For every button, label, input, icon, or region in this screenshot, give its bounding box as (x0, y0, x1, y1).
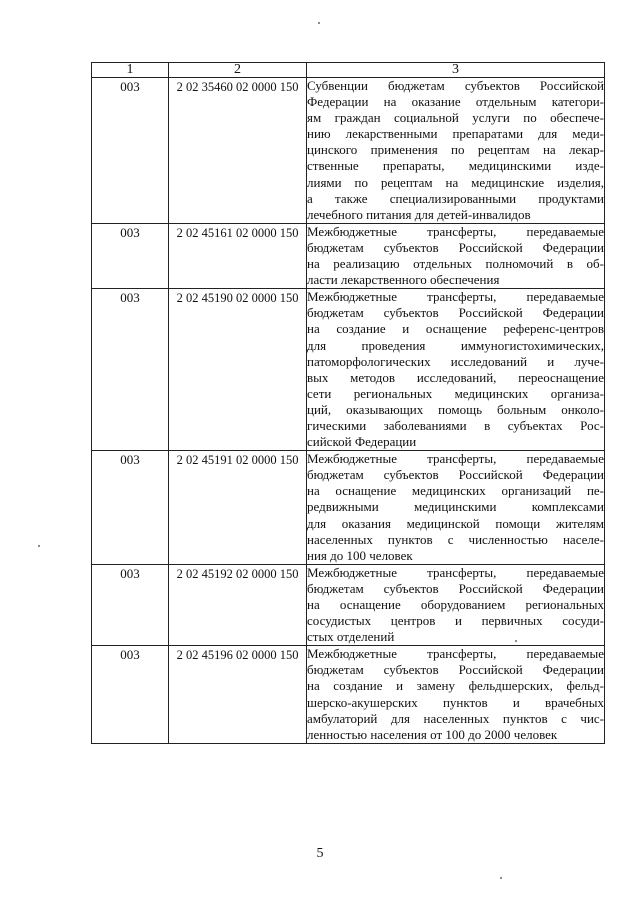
description-cell (307, 451, 605, 565)
description-line: а также специализированными продуктами (307, 190, 604, 206)
description-line: бюджетам субъектов Российской Федерации (307, 580, 604, 596)
budget-code-cell: 2 02 45196 02 0000 150 (169, 646, 307, 744)
description-line: амбулаторий для населенных пунктов с чис- (307, 710, 604, 726)
column-header-2: 2 (169, 63, 307, 78)
description-line: ленностью населения от 100 до 2000 человек (307, 726, 558, 742)
description-cell (307, 646, 605, 744)
table-row (92, 451, 605, 565)
description-line: бюджетам субъектов Российской Федерации (307, 305, 604, 321)
description-line: сийской Федерации (307, 434, 417, 450)
table-row (92, 78, 605, 224)
budget-code-cell: 2 02 45191 02 0000 150 (169, 451, 307, 565)
table-row (92, 223, 605, 288)
description-line: бюджетам субъектов Российской Федерации (307, 662, 604, 678)
admin-code-cell: 003 (92, 223, 169, 288)
description-line: Межбюджетные трансферты, передаваемые (307, 223, 604, 239)
table-row (92, 646, 605, 744)
description-line: ния до 100 человек (307, 547, 413, 563)
description-line: для проведения иммуногистохимических, (307, 337, 604, 353)
description-line: на создание и оснащение референс-центров (307, 321, 604, 337)
admin-code-cell: 003 (92, 646, 169, 744)
description-line: сети региональных медицинских организа- (307, 385, 604, 401)
description-line: патоморфологических исследований и луче- (307, 353, 604, 369)
budget-code-cell: 2 02 45192 02 0000 150 (169, 564, 307, 645)
description-line: Субвенции бюджетам субъектов Российской (307, 78, 604, 93)
description-line: лиями по рецептам на медицинские изделия, (307, 174, 604, 190)
description-line: ласти лекарственного обеспечения (307, 272, 500, 288)
description-line: бюджетам субъектов Российской Федерации (307, 239, 604, 255)
description-line: шерско-акушерских пунктов и врачебных (307, 694, 604, 710)
description-line: на оснащение медицинских организаций пе- (307, 483, 604, 499)
scan-speck (500, 877, 502, 879)
column-header-3: 3 (307, 63, 605, 78)
admin-code-cell: 003 (92, 451, 169, 565)
description-cell (307, 78, 605, 224)
admin-code-cell: 003 (92, 564, 169, 645)
description-line: Межбюджетные трансферты, передаваемые (307, 451, 604, 467)
table-row (92, 289, 605, 451)
description-line: Межбюджетные трансферты, передаваемые (307, 289, 604, 305)
description-line: на оснащение оборудованием региональных (307, 597, 604, 612)
description-line: редвижными медицинскими комплексами (307, 499, 604, 515)
budget-code-cell: 2 02 45190 02 0000 150 (169, 289, 307, 451)
description-cell (307, 289, 605, 451)
description-line: Межбюджетные трансферты, передаваемые (307, 564, 604, 580)
description-line: сосудистых центров и первичных сосуди- (307, 613, 604, 629)
column-header-1: 1 (92, 63, 169, 78)
budget-code-cell: 2 02 35460 02 0000 150 (169, 78, 307, 224)
description-line: нию лекарственными препаратами для меди- (307, 126, 604, 142)
description-cell (307, 223, 605, 288)
description-line: для оказания медицинской помощи жителям (307, 515, 604, 531)
description-line: на создание и замену фельдшерских, фельд- (307, 678, 604, 694)
admin-code-cell: 003 (92, 78, 169, 224)
scan-speck (38, 545, 40, 547)
description-line: гическими заболеваниями в субъектах Рос- (307, 417, 604, 433)
description-line: ций, оказывающих помощь больным онколо- (307, 401, 604, 417)
description-cell (307, 564, 605, 645)
description-line: вых методов исследований, переоснащение (307, 369, 604, 385)
budget-code-cell: 2 02 45161 02 0000 150 (169, 223, 307, 288)
scan-speck (318, 22, 320, 24)
description-line: Межбюджетные трансферты, передаваемые (307, 646, 604, 662)
budget-codes-table (91, 62, 605, 744)
description-line: ственные препараты, медицинскими изде- (307, 158, 604, 174)
description-line: стых отделений (307, 629, 395, 645)
table-header-row (92, 63, 605, 78)
admin-code-cell: 003 (92, 289, 169, 451)
description-line: лечебного питания для детей-инвалидов (307, 206, 531, 222)
scan-speck (515, 640, 517, 642)
page-number: 5 (316, 846, 324, 861)
description-line: цинского применения по рецептам на лекар- (307, 142, 604, 158)
description-line: ям граждан социальной услуги по обеспече- (307, 110, 604, 126)
description-line: населенных пунктов с численностью населе- (307, 531, 604, 547)
description-line: бюджетам субъектов Российской Федерации (307, 467, 604, 483)
description-line: на реализацию отдельных полномочий в об- (307, 256, 604, 272)
table-row (92, 564, 605, 645)
description-line: Федерации на оказание отдельным категори- (307, 94, 604, 110)
table-body (92, 78, 605, 744)
